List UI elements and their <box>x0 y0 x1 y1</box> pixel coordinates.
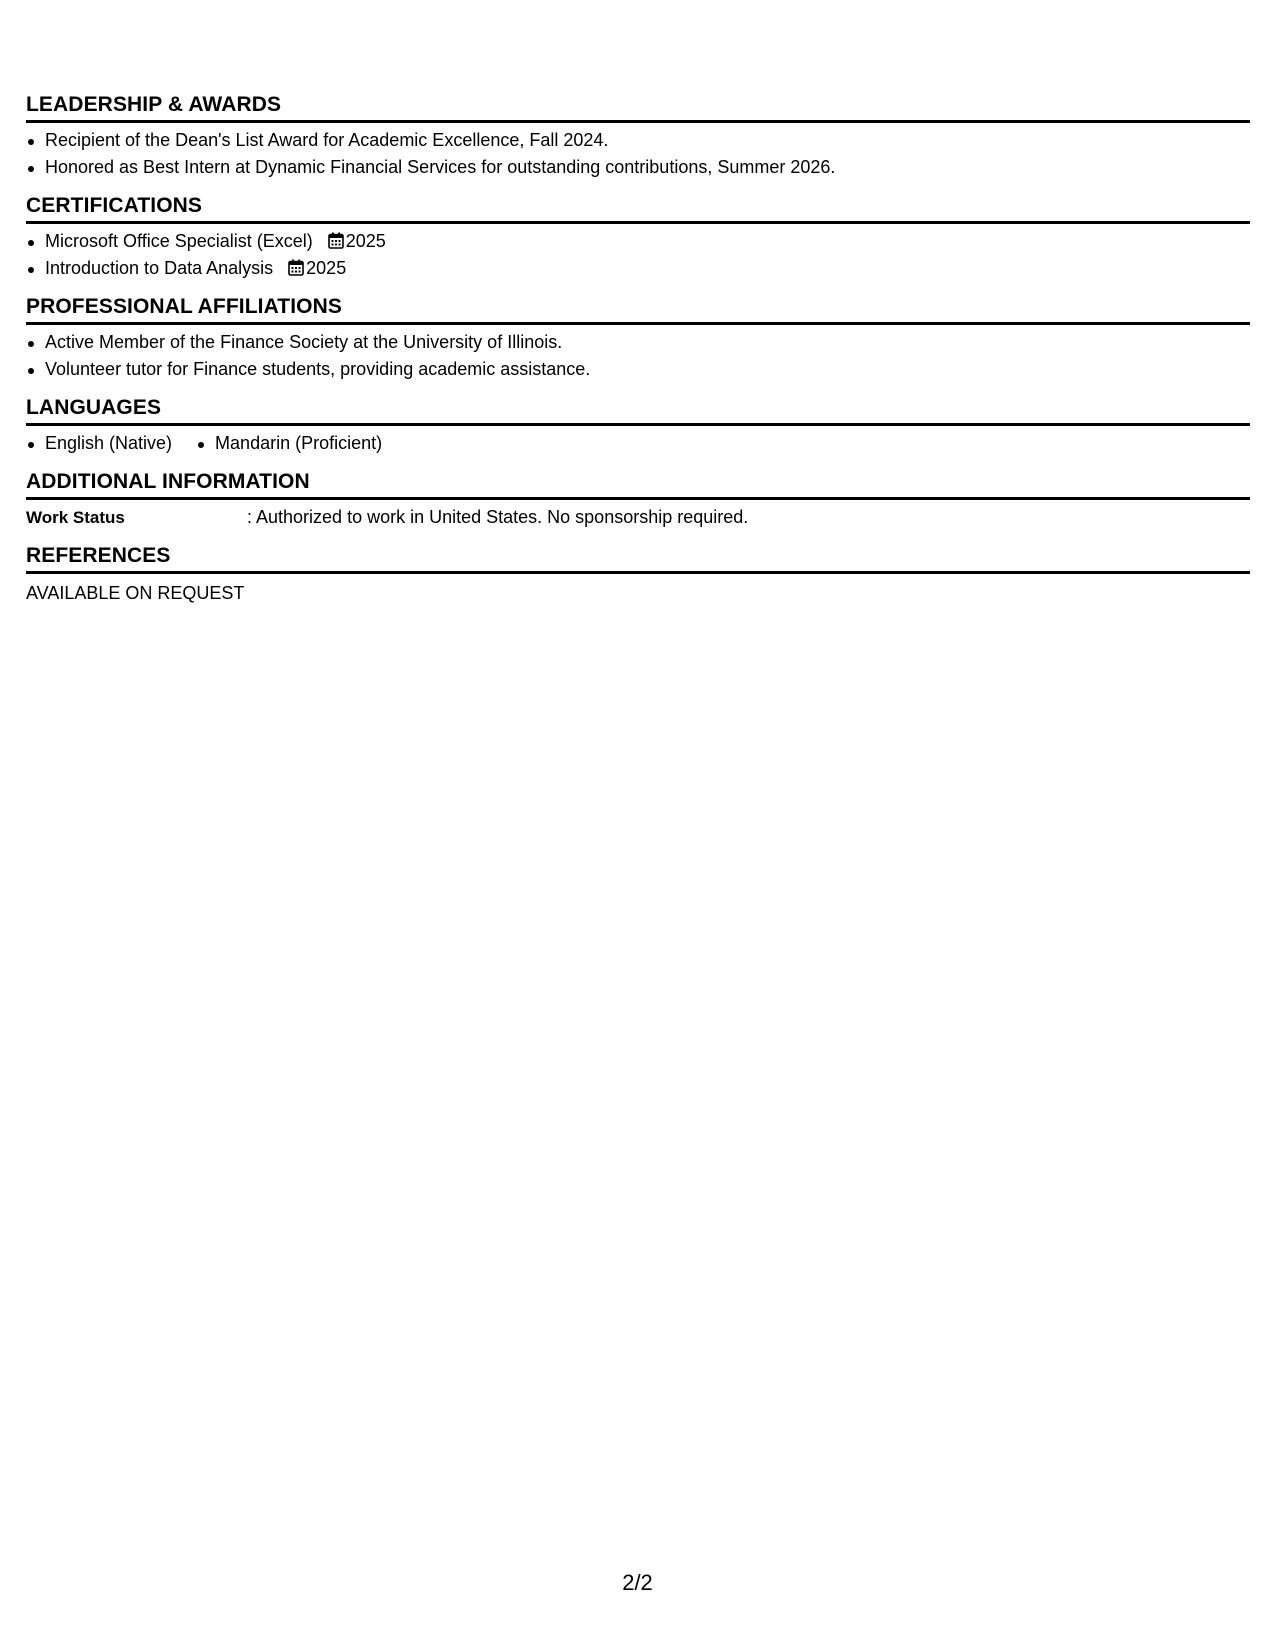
language-item <box>196 430 382 457</box>
language-text: Mandarin (Proficient) <box>215 433 383 453</box>
affiliations-section <box>26 294 1250 395</box>
work-status-row <box>26 504 1250 531</box>
bullet-icon <box>28 267 34 273</box>
list-item-text: Active Member of the Finance Society at the University of Illinois. <box>45 332 563 352</box>
references-section <box>26 543 1250 607</box>
bullet-icon <box>198 442 204 448</box>
languages-heading: LANGUAGES <box>26 395 1250 426</box>
additional-info-heading: ADDITIONAL INFORMATION <box>26 469 1250 500</box>
calendar-icon <box>328 232 344 249</box>
languages-section <box>26 395 1250 469</box>
bullet-icon <box>28 166 34 172</box>
additional-info-section <box>26 469 1250 543</box>
bullet-icon <box>28 139 34 145</box>
list-item-text: Volunteer tutor for Finance students, providing academic assistance. <box>45 359 591 379</box>
list-item <box>26 127 1250 154</box>
leadership-section <box>26 92 1250 193</box>
certifications-heading: CERTIFICATIONS <box>26 193 1250 224</box>
bullet-icon <box>28 341 34 347</box>
languages-list <box>26 430 1250 457</box>
affiliations-list <box>26 329 1250 383</box>
leadership-list <box>26 127 1250 181</box>
certifications-list <box>26 228 1250 282</box>
list-item <box>26 255 1250 282</box>
references-heading: REFERENCES <box>26 543 1250 574</box>
list-item-text: Recipient of the Dean's List Award for Academic Excellence, Fall 2024. <box>45 130 609 150</box>
work-status-value: : Authorized to work in United States. No sponsorship required. <box>247 507 749 527</box>
list-item <box>26 329 1250 356</box>
list-item <box>26 228 1250 255</box>
certification-year: 2025 <box>345 231 386 251</box>
page-number: 2/2 <box>622 1570 653 1595</box>
work-status-label: Work Status <box>26 508 125 527</box>
language-item <box>26 430 172 457</box>
resume-page <box>26 92 1250 607</box>
language-text: English (Native) <box>45 433 173 453</box>
references-text: AVAILABLE ON REQUEST <box>26 583 245 603</box>
bullet-icon <box>28 442 34 448</box>
certification-name: Microsoft Office Specialist (Excel) <box>45 231 313 251</box>
leadership-heading: LEADERSHIP & AWARDS <box>26 92 1250 123</box>
bullet-icon <box>28 240 34 246</box>
calendar-icon <box>288 259 304 276</box>
list-item <box>26 154 1250 181</box>
list-item <box>26 356 1250 383</box>
certification-name: Introduction to Data Analysis <box>45 258 274 278</box>
certifications-section <box>26 193 1250 294</box>
bullet-icon <box>28 368 34 374</box>
affiliations-heading: PROFESSIONAL AFFILIATIONS <box>26 294 1250 325</box>
list-item-text: Honored as Best Intern at Dynamic Financial Services for outstanding contributions, Summer 2026. <box>45 157 836 177</box>
certification-year: 2025 <box>306 258 347 278</box>
